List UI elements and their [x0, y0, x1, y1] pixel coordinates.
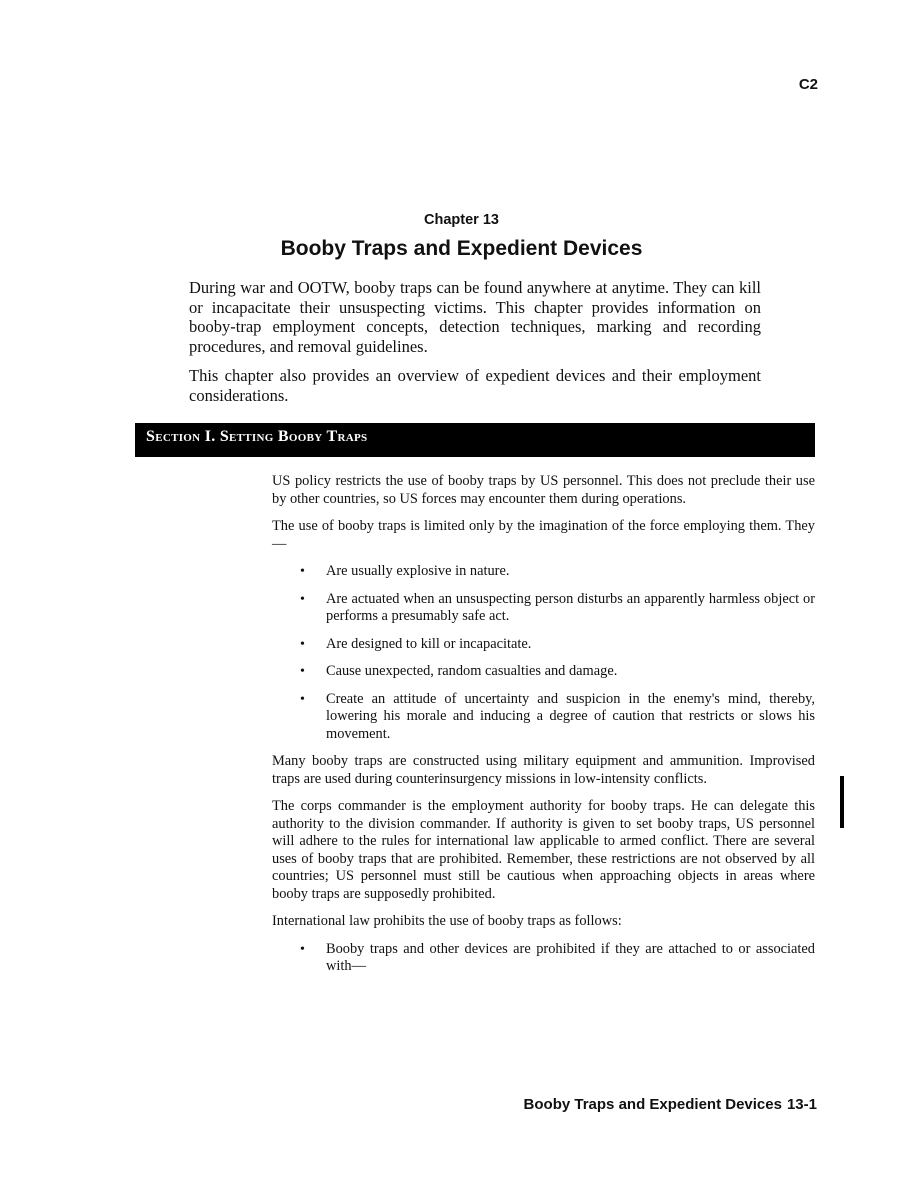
body-paragraph: Many booby traps are constructed using military equipment and ammunition. Improvised traps are used during counterinsurgency missions in low-intensity conflicts.: [272, 753, 815, 787]
section-body: [272, 473, 815, 986]
bullet-list: [272, 941, 815, 976]
list-item: [272, 563, 815, 581]
chapter-label: Chapter 13: [424, 212, 499, 228]
footer-title: Booby Traps and Expedient Devices: [523, 1096, 782, 1113]
list-item: [272, 941, 815, 976]
bullet-icon: •: [300, 691, 305, 707]
list-item: [272, 636, 815, 654]
chapter-title: Booby Traps and Expedient Devices: [280, 237, 643, 260]
body-paragraph: US policy restricts the use of booby traps by US personnel. This does not preclude their use by other countries, so US forces may encounter them during operations.: [272, 473, 815, 507]
page-footer: [524, 1096, 817, 1113]
body-paragraph: The corps commander is the employment authority for booby traps. He can delegate this authority to the division commander. If authority is given to set booby traps, US personnel will adhere to the rules for international law applicable to armed conflict. There are several uses of booby traps that are prohibited. Remember, these restrictions are not observed by all countries; US personnel must still be cautious when approaching objects in areas where booby traps are supposedly prohibited.: [272, 798, 815, 902]
body-paragraph: The use of booby traps is limited only by the imagination of the force employing them. They—: [272, 518, 815, 552]
body-paragraph: International law prohibits the use of booby traps as follows:: [272, 913, 622, 929]
list-item-text: Cause unexpected, random casualties and damage.: [326, 663, 618, 679]
bullet-icon: •: [300, 636, 305, 652]
bullet-list: [272, 563, 815, 743]
change-code: C2: [798, 76, 818, 93]
chapter-intro: [189, 278, 761, 415]
bullet-icon: •: [300, 664, 305, 679]
intro-paragraph: This chapter also provides an overview of expedient devices and their employment considerations.: [189, 366, 761, 405]
section-heading: Section I. Setting Booby Traps: [135, 423, 815, 457]
list-item: [272, 663, 815, 681]
list-item-text: Booby traps and other devices are prohibited if they are attached to or associated with—: [326, 940, 815, 974]
list-item-text: Are designed to kill or incapacitate.: [326, 635, 532, 652]
bullet-icon: •: [300, 591, 305, 607]
bullet-icon: •: [300, 941, 305, 957]
change-bar: [840, 776, 844, 828]
list-item-text: Create an attitude of uncertainty and suspicion in the enemy's mind, thereby, lowering his morale and inducing a degree of caution that restricts or slows his movement.: [326, 690, 815, 742]
page-number: 13-1: [786, 1096, 817, 1113]
bullet-icon: •: [300, 564, 305, 579]
list-item-text: Are usually explosive in nature.: [326, 563, 510, 579]
list-item: [272, 591, 815, 626]
list-item: [272, 691, 815, 744]
list-item-text: Are actuated when an unsuspecting person disturbs an apparently harmless object or performs a presumably safe act.: [326, 590, 815, 624]
intro-paragraph: During war and OOTW, booby traps can be found anywhere at anytime. They can kill or incapacitate their unsuspecting victims. This chapter provides information on booby-trap employment concepts, detection techniques, marking and recording procedures, and removal guidelines.: [189, 278, 761, 356]
